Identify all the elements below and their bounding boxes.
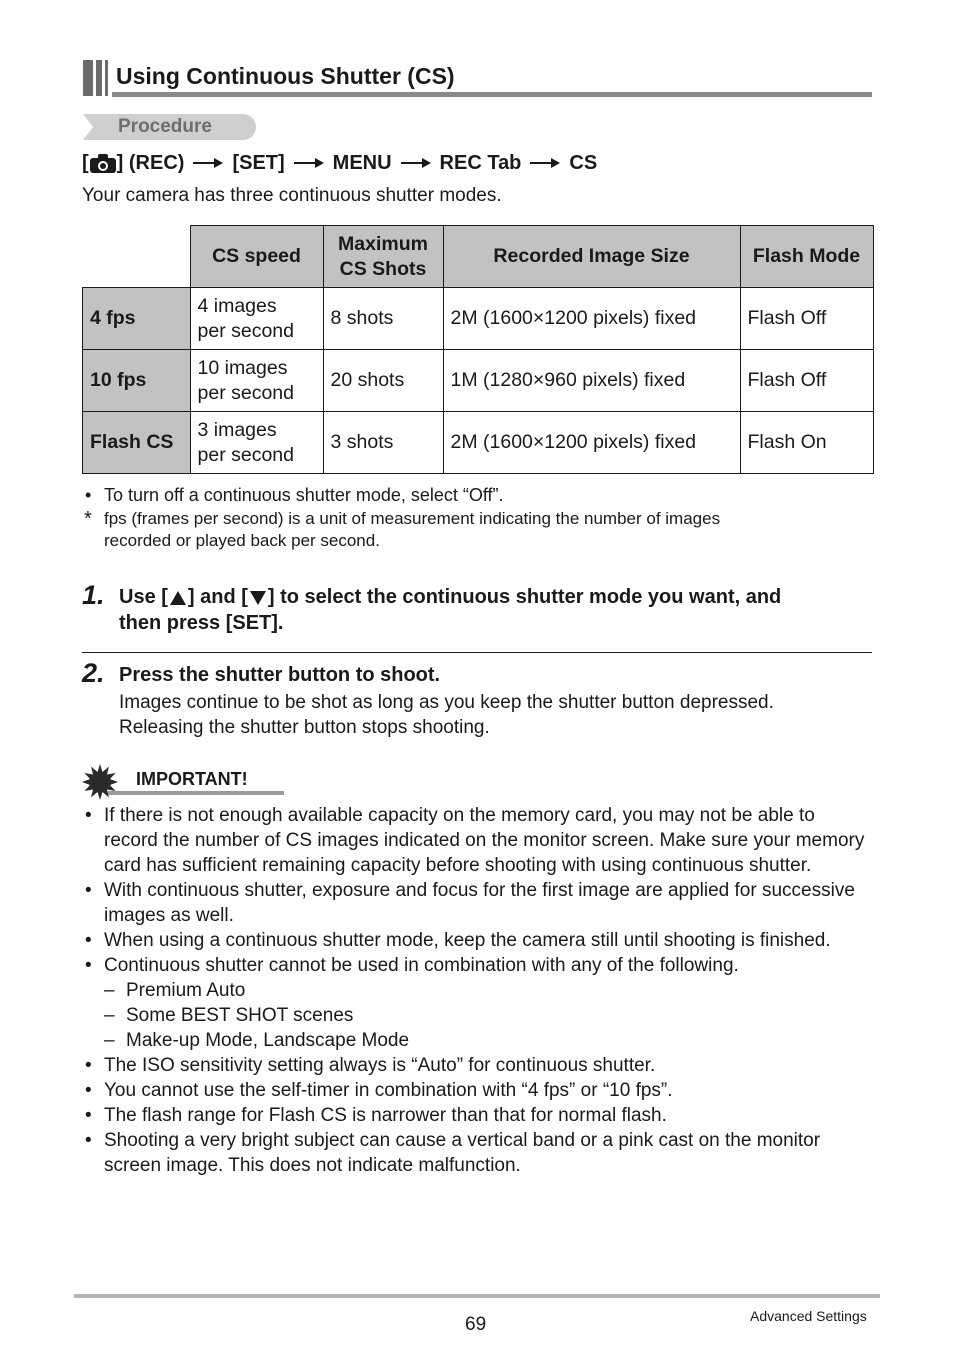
step-text-part: ] and [ (187, 586, 248, 608)
intro-text: Your camera has three continuous shutter modes. (82, 185, 502, 206)
step-text-part: ] to select the continuous shutter mode you want, and (267, 586, 782, 608)
table-row (83, 350, 874, 412)
bullet: • (85, 485, 92, 505)
list-item (82, 1053, 872, 1078)
table-cell: Flash On (740, 412, 873, 474)
arrow-right-icon (294, 157, 324, 169)
path-item-menu: MENU (332, 152, 392, 174)
dash: – (104, 1030, 115, 1051)
cell-line: 4 images (197, 294, 277, 317)
list-item (82, 1103, 872, 1128)
path-item-cs: CS (569, 152, 598, 174)
bullet: • (85, 955, 92, 976)
list-item-text: With continuous shutter, exposure and focus for the first image are applied for successive images as well. (104, 880, 855, 926)
cs-modes-table (82, 225, 874, 474)
list-item-text: Continuous shutter cannot be used in combination with any of the following. (104, 955, 739, 976)
sub-list-item-text: Some BEST SHOT scenes (126, 1005, 354, 1026)
sub-list-item-text: Make-up Mode, Landscape Mode (126, 1030, 410, 1051)
footer-rule (74, 1294, 880, 1298)
table-cell: 3 shots (323, 412, 443, 474)
table-cell (190, 412, 323, 474)
arrow-right-icon (530, 157, 560, 169)
list-item-text: You cannot use the self-timer in combination with “4 fps” or “10 fps”. (104, 1080, 673, 1101)
page-number: 69 (465, 1314, 487, 1335)
table-cell: Flash Off (740, 350, 873, 412)
list-item (82, 1128, 872, 1178)
bullet: • (85, 1080, 92, 1101)
important-list (82, 803, 872, 1178)
cell-line: per second (197, 443, 294, 466)
step-2-text: Press the shutter button to shoot. (119, 664, 441, 686)
list-item-text: If there is not enough available capacity on the memory card, you may not be able to record the number of CS images indicated on the monitor screen. Make sure your memory card has sufficient remaining capacity before shooting with using continuous shutter. (104, 805, 865, 876)
sub-list-item (82, 978, 872, 1003)
list-item (82, 928, 872, 953)
procedure-label: Procedure (118, 116, 212, 137)
table-corner-cell (83, 226, 191, 288)
table-header-cell: CS speed (190, 226, 323, 288)
arrow-right-icon (193, 157, 223, 169)
bullet: • (85, 930, 92, 951)
asterisk: * (84, 508, 92, 530)
cell-line: 10 images (197, 356, 288, 379)
step-text-part: Use [ (119, 586, 168, 608)
table-cell (190, 350, 323, 412)
list-item (82, 1078, 872, 1103)
cell-line: per second (197, 319, 294, 342)
table-cell: 2M (1600×1200 pixels) fixed (443, 288, 740, 350)
list-item-text: The ISO sensitivity setting always is “Auto” for continuous shutter. (104, 1055, 656, 1076)
up-arrow-icon (170, 591, 186, 605)
footer-section-name: Advanced Settings (750, 1308, 867, 1324)
table-header-cell: Recorded Image Size (443, 226, 740, 288)
list-item-text: The flash range for Flash CS is narrower than that for normal flash. (104, 1105, 667, 1126)
list-item (82, 878, 872, 928)
table-header-cell (323, 226, 443, 288)
row-header-cell: 10 fps (83, 350, 191, 412)
section-title: Using Continuous Shutter (CS) (116, 63, 455, 89)
step-number: 2. (82, 658, 105, 688)
table-cell (190, 288, 323, 350)
bullet: • (85, 880, 92, 901)
step-2-body: Images continue to be shot as long as you keep the shutter button depressed. (119, 692, 774, 713)
important-rule (108, 791, 284, 795)
step-number: 1. (82, 580, 105, 610)
list-item-text: Shooting a very bright subject can cause a vertical band or a pink cast on the monitor screen image. This does not indicate malfunction. (104, 1130, 821, 1176)
section-title-rule (112, 92, 872, 97)
sub-list-item (82, 1003, 872, 1028)
down-arrow-icon (250, 591, 266, 605)
section-header-bars (83, 60, 113, 96)
table-cell: 8 shots (323, 288, 443, 350)
note-text: recorded or played back per second. (104, 531, 380, 550)
cell-line: per second (197, 381, 294, 404)
path-item-set: [SET] (232, 152, 285, 174)
row-header-cell: Flash CS (83, 412, 191, 474)
table-row (83, 412, 874, 474)
list-item (82, 803, 872, 878)
path-open-bracket: [ (82, 152, 89, 174)
path-item-rec: ] (REC) (116, 152, 185, 174)
cell-line: 3 images (197, 418, 277, 441)
note-text: To turn off a continuous shutter mode, select “Off”. (104, 485, 504, 505)
header-line: Maximum (338, 232, 428, 255)
step-1-text (119, 584, 781, 610)
dash: – (104, 1005, 115, 1026)
important-label: IMPORTANT! (136, 769, 248, 789)
bullet: • (85, 1130, 92, 1151)
table-row (83, 288, 874, 350)
bullet: • (85, 1105, 92, 1126)
dash: – (104, 980, 115, 1001)
note-text: fps (frames per second) is a unit of measurement indicating the number of images (104, 509, 721, 528)
menu-path (82, 149, 597, 177)
table-cell: 20 shots (323, 350, 443, 412)
step-2-body-cont: Releasing the shutter button stops shooting. (119, 717, 490, 738)
bullet: • (85, 805, 92, 826)
step-1-text-cont: then press [SET]. (119, 612, 284, 634)
step-divider (82, 652, 872, 653)
list-item-text: When using a continuous shutter mode, keep the camera still until shooting is finished. (104, 930, 831, 951)
table-header-row (83, 226, 874, 288)
list-item (82, 953, 872, 978)
bullet: • (85, 1055, 92, 1076)
table-cell: 2M (1600×1200 pixels) fixed (443, 412, 740, 474)
row-header-cell: 4 fps (83, 288, 191, 350)
table-cell: Flash Off (740, 288, 873, 350)
sub-list-item-text: Premium Auto (126, 980, 246, 1001)
sub-list-item (82, 1028, 872, 1053)
camera-icon (90, 154, 116, 173)
arrow-right-icon (401, 157, 431, 169)
table-header-cell: Flash Mode (740, 226, 873, 288)
procedure-chevron-icon (83, 114, 93, 140)
table-cell: 1M (1280×960 pixels) fixed (443, 350, 740, 412)
header-line: CS Shots (339, 257, 427, 280)
path-item-rec-tab: REC Tab (439, 152, 522, 174)
